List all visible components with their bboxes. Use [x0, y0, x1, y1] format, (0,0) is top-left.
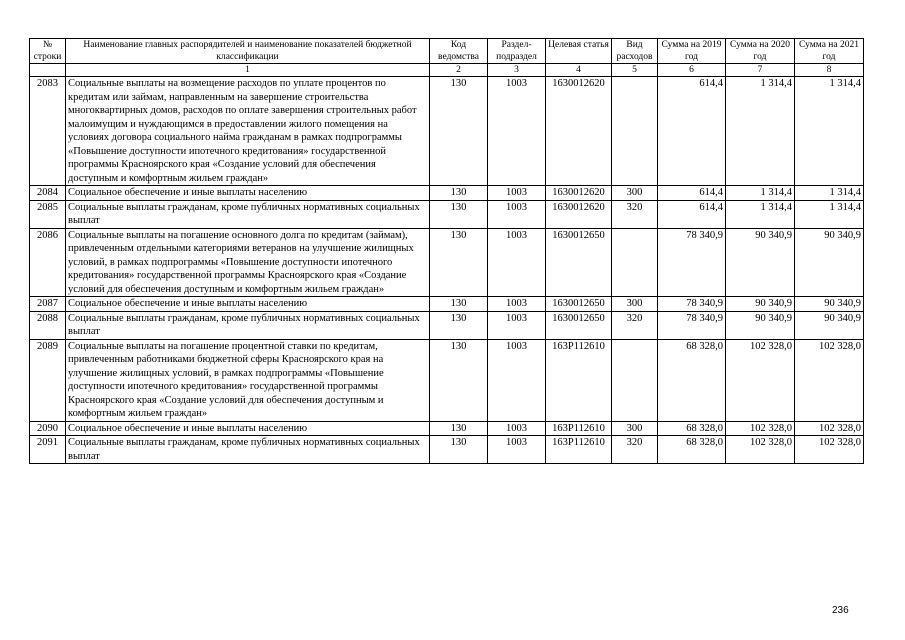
sum-2021: 102 328,0: [795, 339, 864, 421]
column-number-empty: [30, 64, 66, 77]
column-number: 3: [488, 64, 546, 77]
header-row: [30, 39, 864, 64]
item-name: Социальные выплаты гражданам, кроме публичных нормативных социальных выплат: [66, 200, 430, 228]
table-row: [30, 77, 864, 186]
section-code: 1003: [488, 339, 546, 421]
expense-type: 320: [612, 200, 658, 228]
column-number: 2: [430, 64, 488, 77]
dept-code: 130: [430, 228, 488, 297]
target-article: 1630012620: [546, 77, 612, 186]
header-expense-type: Вид расходов: [612, 39, 658, 64]
sum-2019: 614,4: [658, 186, 726, 201]
sum-2021: 90 340,9: [795, 311, 864, 339]
expense-type: [612, 228, 658, 297]
header-dept-code: Код ведомства: [430, 39, 488, 64]
header-target-article: Целевая статья: [546, 39, 612, 64]
dept-code: 130: [430, 421, 488, 436]
sum-2020: 102 328,0: [726, 421, 795, 436]
line-number: 2091: [30, 436, 66, 464]
table-row: [30, 339, 864, 421]
expense-type: [612, 339, 658, 421]
sum-2020: 1 314,4: [726, 77, 795, 186]
sum-2020: 1 314,4: [726, 200, 795, 228]
dept-code: 130: [430, 297, 488, 312]
section-code: 1003: [488, 421, 546, 436]
line-number: 2089: [30, 339, 66, 421]
expense-type: [612, 77, 658, 186]
dept-code: 130: [430, 77, 488, 186]
column-number: 4: [546, 64, 612, 77]
item-name: Социальные выплаты на погашение процентной ставки по кредитам, привлеченным работниками бюджетной сферы Красноярского края на улучшение жилищных условий, в рамках подпрограммы «Повышение доступности ипотечного кредитования» государственной программы Красноярского края «Создание условий для обеспечения доступным и комфортным жильем граждан»: [66, 339, 430, 421]
item-name: Социальные выплаты на погашение основного долга по кредитам (займам), привлеченным отдельными категориями ветеранов на улучшение жилищных условий, в рамках подпрограммы «Повышение доступности ипотечного кредитования» государственной программы Красноярского края «Создание условий для обеспечения доступным и комфортным жильем граждан»: [66, 228, 430, 297]
sum-2020: 90 340,9: [726, 297, 795, 312]
column-number: 5: [612, 64, 658, 77]
column-number: 1: [66, 64, 430, 77]
target-article: 1630012650: [546, 228, 612, 297]
target-article: 1630012650: [546, 311, 612, 339]
sum-2020: 102 328,0: [726, 436, 795, 464]
expense-type: 300: [612, 421, 658, 436]
header-sum-2019: Сумма на 2019 год: [658, 39, 726, 64]
dept-code: 130: [430, 186, 488, 201]
line-number: 2088: [30, 311, 66, 339]
section-code: 1003: [488, 77, 546, 186]
target-article: 1630012620: [546, 186, 612, 201]
sum-2021: 1 314,4: [795, 77, 864, 186]
sum-2019: 78 340,9: [658, 297, 726, 312]
column-number: 8: [795, 64, 864, 77]
sum-2021: 102 328,0: [795, 421, 864, 436]
sum-2020: 90 340,9: [726, 228, 795, 297]
sum-2020: 90 340,9: [726, 311, 795, 339]
table-row: [30, 228, 864, 297]
sum-2019: 68 328,0: [658, 339, 726, 421]
expense-type: 300: [612, 297, 658, 312]
column-number-row: [30, 64, 864, 77]
item-name: Социальное обеспечение и иные выплаты населению: [66, 297, 430, 312]
header-line-no: № строки: [30, 39, 66, 64]
column-number: 6: [658, 64, 726, 77]
line-number: 2083: [30, 77, 66, 186]
expense-type: 320: [612, 311, 658, 339]
line-number: 2090: [30, 421, 66, 436]
page-number: 236: [832, 605, 849, 616]
section-code: 1003: [488, 436, 546, 464]
sum-2021: 90 340,9: [795, 297, 864, 312]
table-row: [30, 421, 864, 436]
sum-2020: 1 314,4: [726, 186, 795, 201]
table-row: [30, 436, 864, 464]
section-code: 1003: [488, 297, 546, 312]
target-article: 163P112610: [546, 339, 612, 421]
target-article: 1630012650: [546, 297, 612, 312]
target-article: 163P112610: [546, 421, 612, 436]
line-number: 2085: [30, 200, 66, 228]
item-name: Социальные выплаты гражданам, кроме публичных нормативных социальных выплат: [66, 311, 430, 339]
sum-2019: 78 340,9: [658, 228, 726, 297]
header-section: Раздел-подраздел: [488, 39, 546, 64]
line-number: 2086: [30, 228, 66, 297]
sum-2019: 68 328,0: [658, 436, 726, 464]
item-name: Социальные выплаты на возмещение расходов по уплате процентов по кредитам или займам, направленным на завершение строительства многоквартирных домов, расходов по оплате завершения строительных работ малоимущим и нуждающимся в предоставлении жилого помещения на условиях договора социального найма гражданам в рамках подпрограммы «Повышение доступности ипотечного кредитования» государственной программы Красноярского края «Создание условий для обеспечения доступным и комфортным жильем граждан»: [66, 77, 430, 186]
item-name: Социальное обеспечение и иные выплаты населению: [66, 421, 430, 436]
table-row: [30, 297, 864, 312]
section-code: 1003: [488, 228, 546, 297]
target-article: 1630012620: [546, 200, 612, 228]
header-name: Наименование главных распорядителей и наименование показателей бюджетной классификации: [66, 39, 430, 64]
target-article: 163P112610: [546, 436, 612, 464]
sum-2020: 102 328,0: [726, 339, 795, 421]
header-sum-2021: Сумма на 2021 год: [795, 39, 864, 64]
sum-2019: 614,4: [658, 77, 726, 186]
section-code: 1003: [488, 186, 546, 201]
table-row: [30, 200, 864, 228]
section-code: 1003: [488, 200, 546, 228]
sum-2021: 90 340,9: [795, 228, 864, 297]
line-number: 2084: [30, 186, 66, 201]
column-number: 7: [726, 64, 795, 77]
section-code: 1003: [488, 311, 546, 339]
line-number: 2087: [30, 297, 66, 312]
table-row: [30, 311, 864, 339]
budget-table: [29, 38, 864, 464]
dept-code: 130: [430, 200, 488, 228]
sum-2021: 1 314,4: [795, 186, 864, 201]
dept-code: 130: [430, 339, 488, 421]
table-row: [30, 186, 864, 201]
item-name: Социальное обеспечение и иные выплаты населению: [66, 186, 430, 201]
expense-type: 320: [612, 436, 658, 464]
sum-2021: 1 314,4: [795, 200, 864, 228]
sum-2021: 102 328,0: [795, 436, 864, 464]
item-name: Социальные выплаты гражданам, кроме публичных нормативных социальных выплат: [66, 436, 430, 464]
dept-code: 130: [430, 311, 488, 339]
sum-2019: 78 340,9: [658, 311, 726, 339]
sum-2019: 68 328,0: [658, 421, 726, 436]
sum-2019: 614,4: [658, 200, 726, 228]
header-sum-2020: Сумма на 2020 год: [726, 39, 795, 64]
dept-code: 130: [430, 436, 488, 464]
expense-type: 300: [612, 186, 658, 201]
